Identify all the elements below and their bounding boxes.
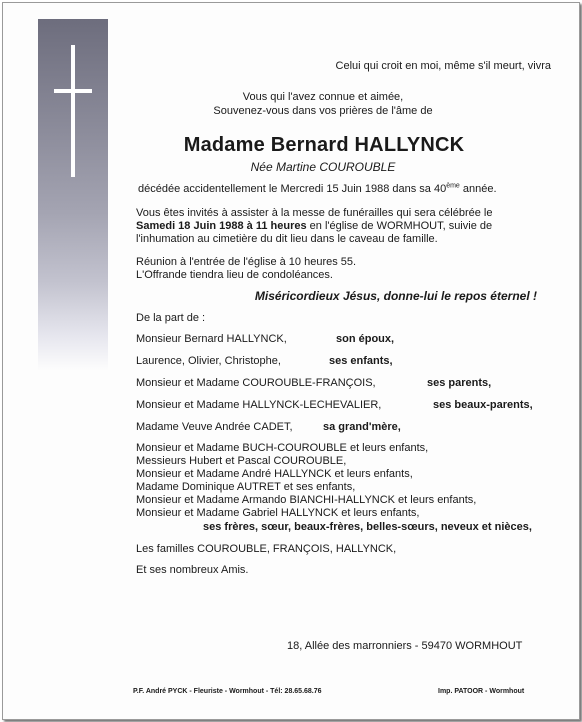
family-name: Madame Veuve Andrée CADET,	[136, 421, 293, 433]
obituary-card	[2, 2, 580, 720]
family-name: Monsieur et Madame HALLYNCK-LECHEVALIER,	[136, 399, 382, 411]
family-name: Laurence, Olivier, Christophe,	[136, 355, 281, 367]
sibling-line: Monsieur et Madame BUCH-COUROUBLE et leurs enfants,	[136, 442, 429, 454]
invitation-line-3: l'inhumation au cimetière du dit lieu dans le caveau de famille.	[136, 233, 438, 245]
intro-line-2: Souvenez-vous dans vos prières de l'âme de	[213, 105, 433, 117]
ordinal-suffix: ème	[446, 182, 460, 190]
invitation-line-2: Samedi 18 Juin 1988 à 11 heures en l'église de WORMHOUT, suivie de	[136, 220, 493, 232]
epigraph: Celui qui croit en moi, même s'il meurt, vivra	[335, 60, 551, 72]
family-relation: sa grand'mère,	[323, 421, 401, 433]
intro-line-1: Vous qui l'avez connue et aimée,	[242, 91, 404, 103]
sibling-line: Messieurs Hubert et Pascal COUROUBLE,	[136, 455, 347, 467]
footer-printer: Imp. PATOOR - Wormhout	[438, 688, 525, 695]
prayer: Miséricordieux Jésus, donne-lui le repos éternel !	[254, 289, 537, 303]
deceased-name: Madame Bernard HALLYNCK	[183, 134, 465, 156]
death-notice: décédée accidentellement le Mercredi 15 Juin 1988 dans sa 40ème année.	[138, 182, 497, 195]
reunion-line-2: L'Offrande tiendra lieu de condoléances.	[136, 269, 333, 281]
footer-florist: P.F. André PYCK - Fleuriste - Wormhout - Tél: 28.65.68.76	[133, 688, 322, 695]
family-relation: son époux,	[336, 333, 395, 345]
address: 18, Allée des marronniers - 59470 WORMHOUT	[287, 640, 523, 652]
invitation-line-1: Vous êtes invités à assister à la messe de funérailles qui sera célébrée le	[136, 207, 493, 219]
sibling-line: Monsieur et Madame Gabriel HALLYNCK et leurs enfants,	[136, 507, 420, 519]
sibling-line: Monsieur et Madame Armando BIANCHI-HALLYNCK et leurs enfants,	[136, 494, 477, 506]
family-name: Monsieur et Madame COUROUBLE-FRANÇOIS,	[136, 377, 376, 389]
sibling-line: Monsieur et Madame André HALLYNCK et leurs enfants,	[136, 468, 413, 480]
from-label: De la part de :	[136, 312, 206, 324]
funeral-date: Samedi 18 Juin 1988 à 11 heures	[136, 220, 307, 232]
family-relation: ses parents,	[427, 377, 492, 389]
decorative-band	[38, 19, 108, 371]
sibling-line: Madame Dominique AUTRET et ses enfants,	[136, 481, 356, 493]
friends-line: Et ses nombreux Amis.	[136, 564, 249, 576]
reunion-line-1: Réunion à l'entrée de l'église à 10 heures 55.	[136, 256, 357, 268]
maiden-name: Née Martine COUROUBLE	[250, 160, 396, 174]
siblings-relation: ses frères, sœur, beaux-frères, belles-sœurs, neveux et nièces,	[203, 521, 532, 533]
cross-icon	[54, 45, 92, 177]
family-name: Monsieur Bernard HALLYNCK,	[136, 333, 287, 345]
families-line: Les familles COUROUBLE, FRANÇOIS, HALLYNCK,	[136, 543, 397, 555]
family-relation: ses beaux-parents,	[433, 399, 533, 411]
family-relation: ses enfants,	[329, 355, 393, 367]
